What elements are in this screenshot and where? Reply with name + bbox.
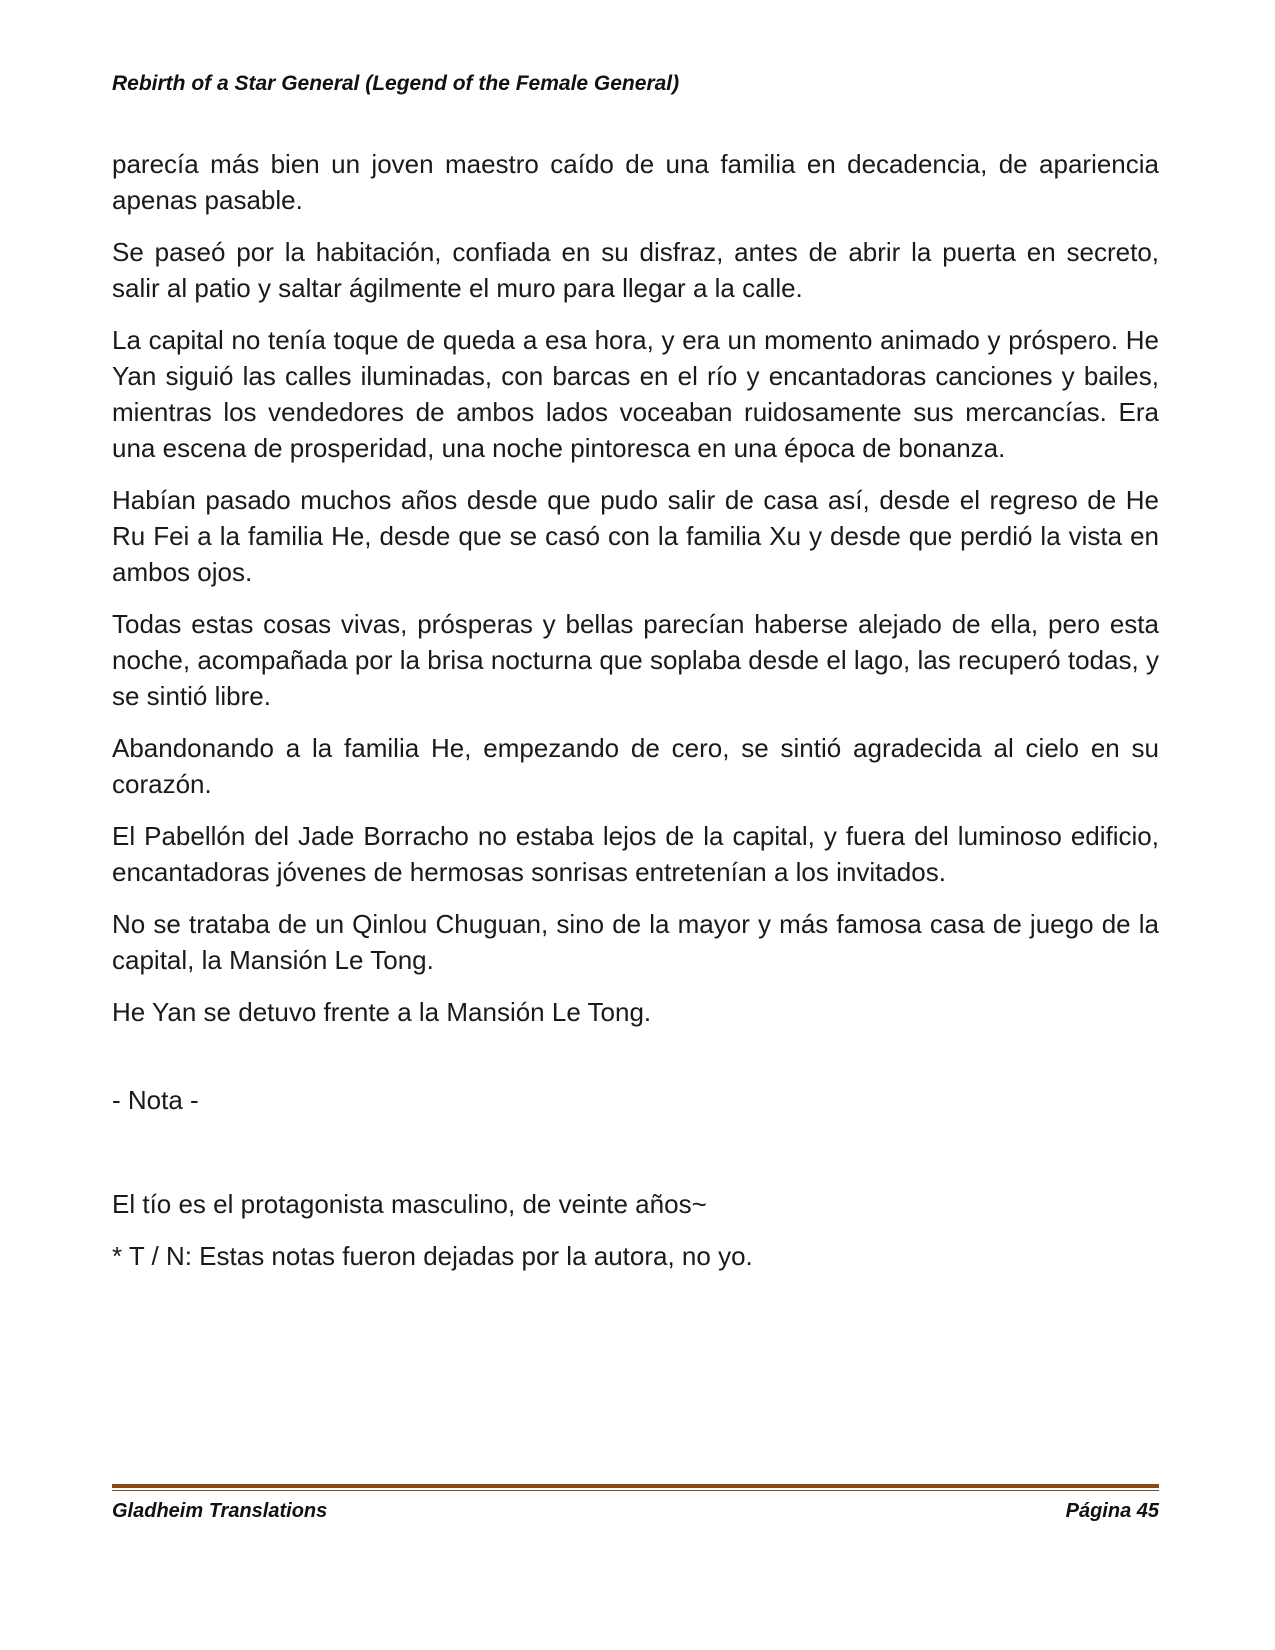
document-body: [112, 146, 1159, 1290]
paragraph: Todas estas cosas vivas, prósperas y bellas parecían haberse alejado de ella, pero esta noche, acompañada por la brisa nocturna que soplaba desde el lago, las recuperó todas, y se sintió libre.: [112, 609, 1159, 711]
paragraph: parecía más bien un joven maestro caído de una familia en decadencia, de apariencia apenas pasable.: [112, 149, 1159, 215]
note-line: El tío es el protagonista masculino, de veinte años~: [112, 1189, 707, 1219]
footer-publisher: Gladheim Translations: [112, 1500, 328, 1522]
paragraph: Se paseó por la habitación, confiada en su disfraz, antes de abrir la puerta en secreto, salir al patio y saltar ágilmente el muro para llegar a la calle.: [112, 237, 1159, 303]
footer-divider-thick: [112, 1484, 1159, 1488]
paragraph: Abandonando a la familia He, empezando de cero, se sintió agradecida al cielo en su corazón.: [112, 733, 1159, 799]
footer-page-number: Página 45: [1065, 1500, 1159, 1522]
paragraph: Habían pasado muchos años desde que pudo salir de casa así, desde el regreso de He Ru Fei a la familia He, desde que se casó con la familia Xu y desde que perdió la vista en ambos ojos.: [112, 485, 1159, 587]
note-line: * T / N: Estas notas fueron dejadas por la autora, no yo.: [112, 1241, 753, 1271]
paragraph: No se trataba de un Qinlou Chuguan, sino de la mayor y más famosa casa de juego de la capital, la Mansión Le Tong.: [112, 909, 1159, 975]
footer-divider-thin: [112, 1490, 1159, 1491]
page-header-title: Rebirth of a Star General (Legend of the Female General): [112, 72, 680, 95]
note-title: - Nota -: [112, 1085, 199, 1115]
paragraph: He Yan se detuvo frente a la Mansión Le Tong.: [112, 997, 652, 1027]
footer-divider: [112, 1484, 1159, 1492]
paragraph: El Pabellón del Jade Borracho no estaba lejos de la capital, y fuera del luminoso edificio, encantadoras jóvenes de hermosas sonrisas entretenían a los invitados.: [112, 821, 1159, 887]
page-footer: [112, 1500, 1159, 1523]
paragraph: La capital no tenía toque de queda a esa hora, y era un momento animado y próspero. He Yan siguió las calles iluminadas, con barcas en el río y encantadoras canciones y bailes, mientras los vendedores de ambos lados voceaban ruidosamente sus mercancías. Era una escena de prosperidad, una noche pintoresca en una época de bonanza.: [112, 325, 1159, 463]
